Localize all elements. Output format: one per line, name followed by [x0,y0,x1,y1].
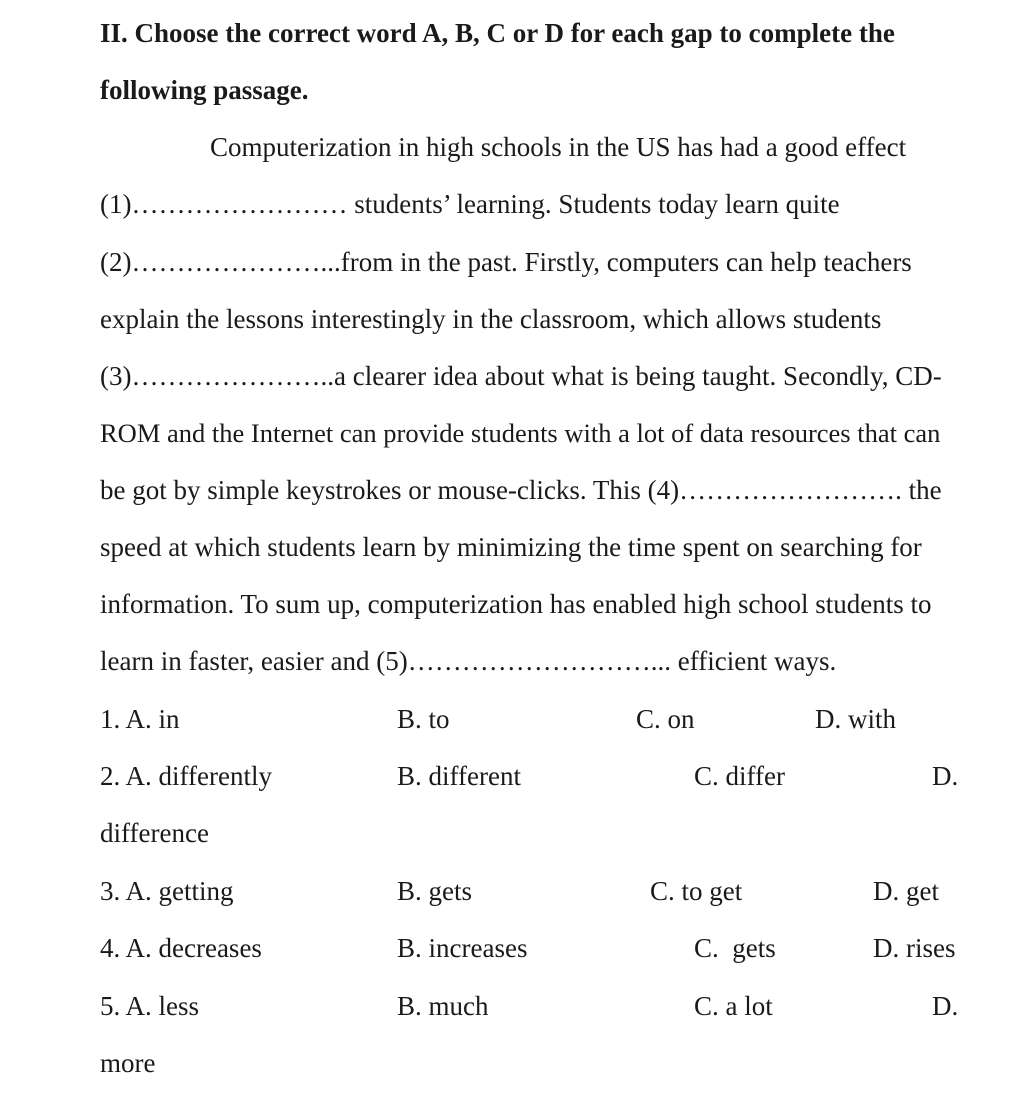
passage-line-8: speed at which students learn by minimizing the time spent on searching for [100,532,922,562]
option-a: 5. A. less [100,991,200,1021]
option-d: D. rises [873,933,956,963]
passage-line-10: learn in faster, easier and (5)………………………... efficient ways. [100,646,837,676]
option-c: C. differ [694,761,785,791]
passage-line-5: (3)…………………..a clearer idea about what is being taught. Secondly, CD- [100,361,942,391]
option-b: B. much [397,991,489,1021]
option-c: C. gets [694,933,776,963]
option-b: B. increases [397,933,528,963]
passage-line-9: information. To sum up, computerization has enabled high school students to [100,589,932,619]
option-b: B. gets [397,876,473,906]
option-d: D. with [815,704,896,734]
passage-line-3: (2)…………………...from in the past. Firstly, computers can help teachers [100,247,912,277]
passage-line-4: explain the lessons interestingly in the classroom, which allows students [100,304,882,334]
option-d: D. [932,761,959,791]
passage-line-2: (1)…………………… students’ learning. Students today learn quite [100,189,840,219]
option-d-continued: more [100,1048,156,1078]
option-d: D. get [873,876,939,906]
heading-line-1: II. Choose the correct word A, B, C or D for each gap to complete the [100,18,895,48]
option-b: B. different [397,761,521,791]
option-b: B. to [397,704,450,734]
option-a: 4. A. decreases [100,933,262,963]
option-c: C. to get [650,876,743,906]
option-d: D. [932,991,959,1021]
option-c: C. a lot [694,991,773,1021]
option-c: C. on [636,704,695,734]
passage-line-1: Computerization in high schools in the US has had a good effect [210,132,907,162]
option-a: 3. A. getting [100,876,234,906]
option-a: 2. A. differently [100,761,272,791]
option-a: 1. A. in [100,704,180,734]
passage-line-7: be got by simple keystrokes or mouse-clicks. This (4)……………………. the [100,475,942,505]
option-d-continued: difference [100,818,209,848]
passage-line-6: ROM and the Internet can provide students with a lot of data resources that can [100,418,941,448]
heading-line-2: following passage. [100,75,309,105]
